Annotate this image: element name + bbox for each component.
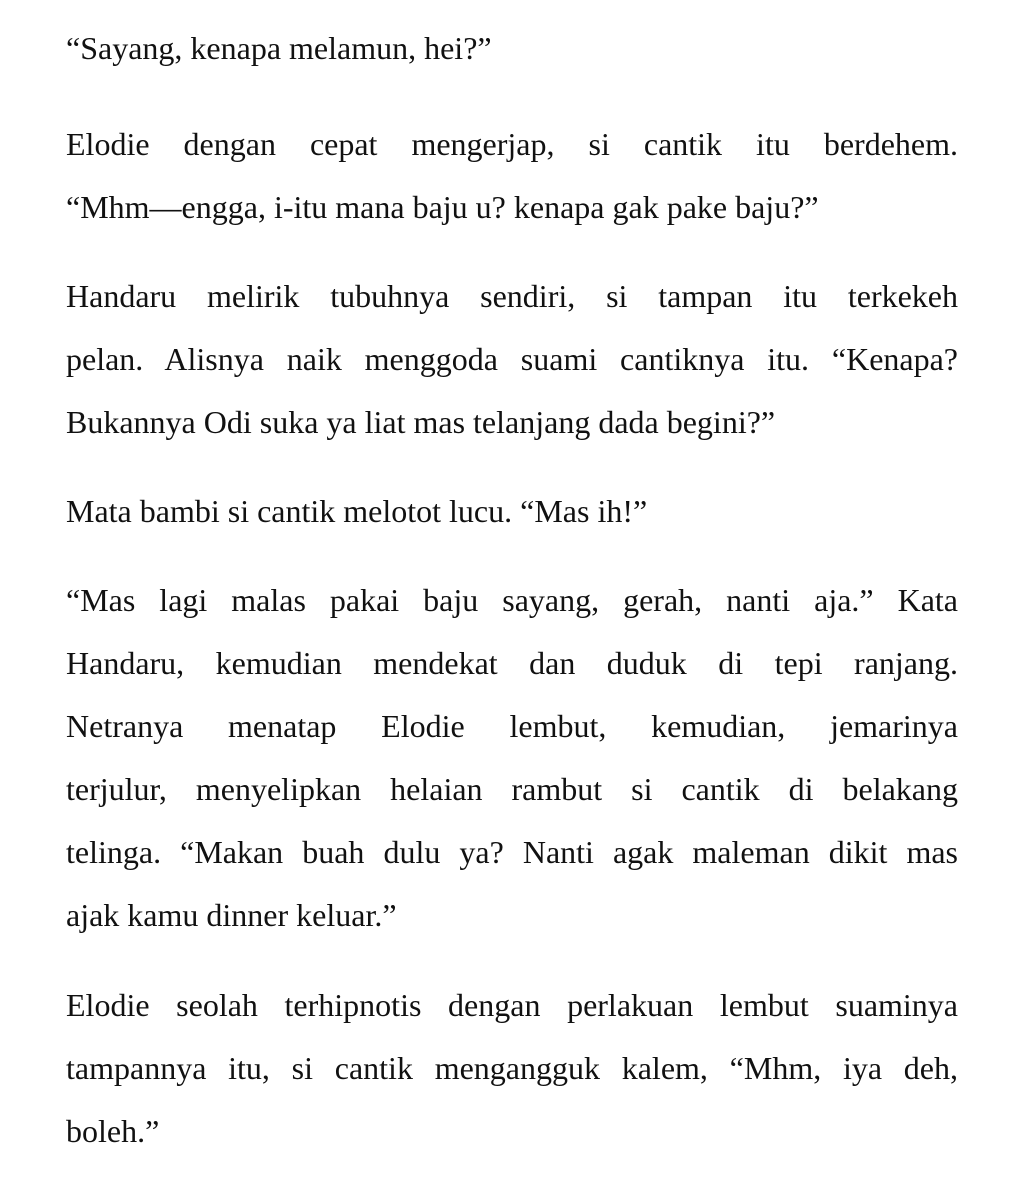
text-line: ajak kamu dinner keluar.”	[66, 897, 397, 933]
text-line: Elodie dengan cepat mengerjap, si cantik itu berdehem.	[66, 126, 958, 162]
text-line: Handaru melirik tubuhnya sendiri, si tampan itu terkekeh	[66, 278, 958, 314]
text-line: “Mhm—engga, i-itu mana baju u? kenapa gak pake baju?”	[66, 189, 819, 225]
text-line: boleh.”	[66, 1113, 160, 1149]
text-line: Elodie seolah terhipnotis dengan perlakuan lembut suaminya	[66, 987, 958, 1023]
text-line: telinga. “Makan buah dulu ya? Nanti agak maleman dikit mas	[66, 834, 958, 870]
text-line: Bukannya Odi suka ya liat mas telanjang dada begini?”	[66, 404, 776, 440]
text-line: Netranya menatap Elodie lembut, kemudian, jemarinya	[66, 708, 958, 744]
text-line: “Mas lagi malas pakai baju sayang, gerah, nanti aja.” Kata	[66, 582, 958, 618]
text-line: “Sayang, kenapa melamun, hei?”	[66, 30, 492, 66]
text-line: Handaru, kemudian mendekat dan duduk di tepi ranjang.	[66, 645, 958, 681]
text-line: tampannya itu, si cantik mengangguk kalem, “Mhm, iya deh,	[66, 1050, 958, 1086]
text-line: terjulur, menyelipkan helaian rambut si cantik di belakang	[66, 771, 958, 807]
text-line: Mata bambi si cantik melotot lucu. “Mas ih!”	[66, 493, 648, 529]
text-line: pelan. Alisnya naik menggoda suami cantiknya itu. “Kenapa?	[66, 341, 958, 377]
